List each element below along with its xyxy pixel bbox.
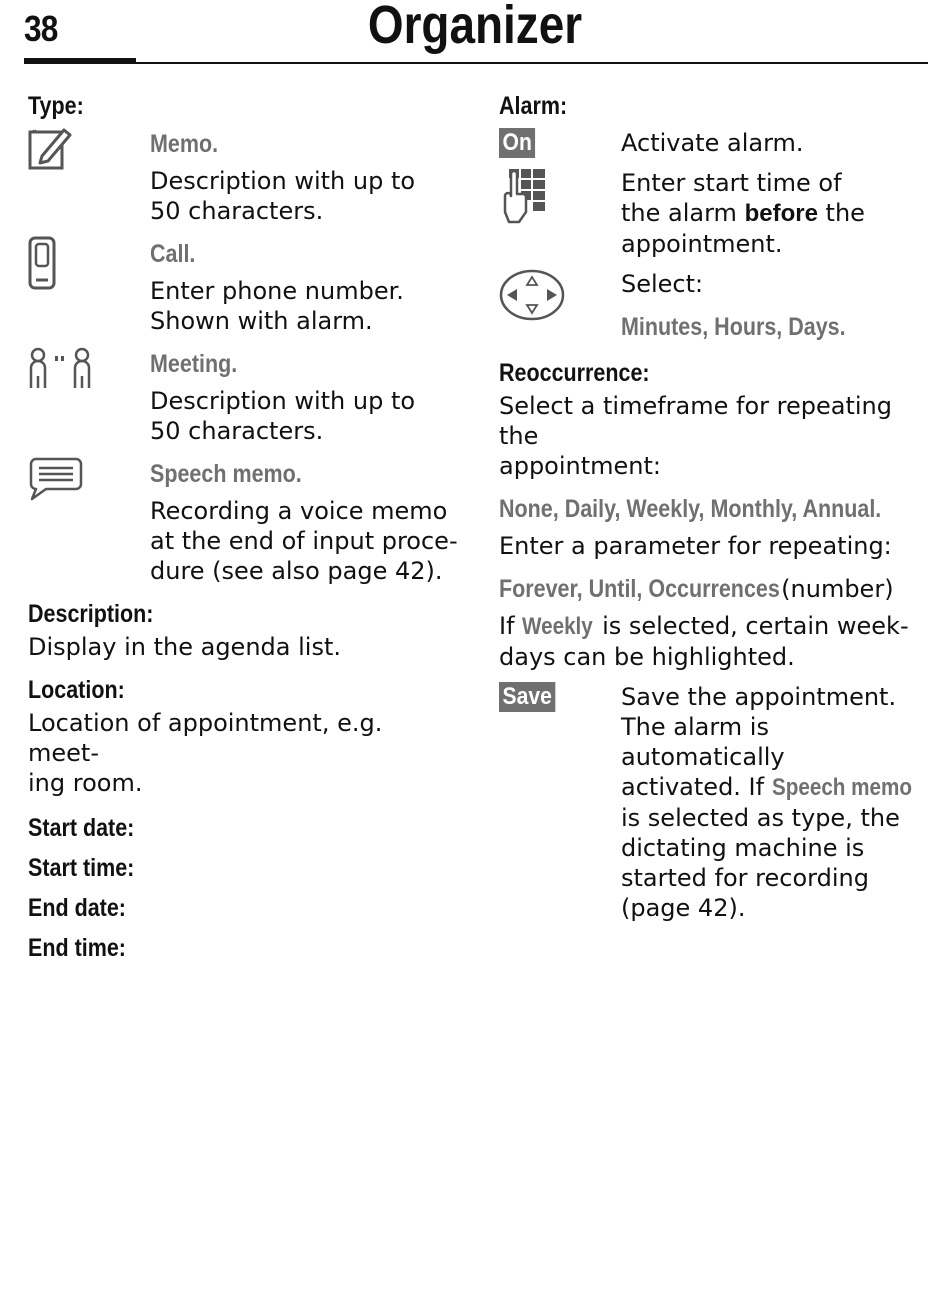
description-heading: Description: (28, 600, 154, 628)
memo-icon (28, 126, 72, 172)
parameter-text: Enter a parameter for repeating: (499, 532, 892, 560)
save-text-line (621, 772, 934, 803)
weekly-line: days can be highlighted. (499, 643, 795, 671)
type-desc-line: Description with up to (150, 167, 416, 195)
type-entry-meeting (28, 346, 458, 456)
start-date-heading: Start date: (28, 814, 135, 842)
type-desc-line: dure (see also page 42). (150, 557, 443, 585)
navigation-key-icon (499, 269, 565, 321)
weekly-text (499, 611, 929, 672)
reoccurrence-text (499, 391, 929, 481)
save-row (499, 682, 929, 923)
type-desc-line: Shown with alarm. (150, 307, 373, 335)
alarm-time-row (499, 168, 929, 269)
right-column (499, 88, 929, 923)
speech-memo-term: Speech memo (771, 774, 912, 801)
save-text-line: started for recording (621, 864, 869, 892)
text-fragment: If (499, 612, 523, 640)
save-text-line: is selected as type, the (621, 804, 900, 832)
reoccurrence-options: None, Daily, Weekly, Monthly, Annual. (499, 495, 882, 523)
alarm-heading: Alarm: (499, 92, 568, 120)
type-term-speech-memo: Speech memo. (150, 460, 302, 488)
type-term-meeting: Meeting. (150, 350, 238, 378)
page-title: Organizer (367, 0, 583, 55)
alarm-time-line: Enter start time of (621, 169, 842, 197)
text-fragment: the alarm (621, 199, 745, 227)
on-key[interactable]: On (499, 128, 535, 158)
text-fragment: is selected, certain week- (594, 612, 909, 640)
type-desc-line: 50 characters. (150, 417, 324, 445)
reoccurrence-text-line: Select a timeframe for repeating the (499, 392, 892, 450)
type-desc-line: Enter phone number. (150, 277, 404, 305)
type-desc-line: Recording a voice memo (150, 497, 448, 525)
select-text: Select: (621, 270, 704, 298)
meeting-icon (28, 346, 92, 390)
alarm-time-line (621, 198, 929, 229)
location-heading: Location: (28, 676, 125, 704)
type-entry-speech-memo (28, 456, 458, 596)
reoccurrence-heading: Reoccurrence: (499, 359, 650, 387)
weekly-term: Weekly (522, 613, 593, 640)
start-time-heading: Start time: (28, 854, 135, 882)
page-header (0, 0, 950, 70)
end-time-heading: End time: (28, 934, 126, 962)
save-text-line: Save the appointment. (621, 683, 897, 711)
end-date-heading: End date: (28, 894, 126, 922)
type-entry-memo (28, 126, 458, 236)
save-text-line: dictating machine is (621, 834, 865, 862)
text-fragment: activated. If (621, 773, 772, 801)
save-text-line: (page 42). (621, 894, 746, 922)
on-text: Activate alarm. (621, 129, 804, 157)
type-heading: Type: (28, 92, 84, 120)
parameter-options-line (499, 571, 929, 611)
weekly-line (499, 611, 929, 642)
call-icon (28, 236, 58, 292)
left-column (28, 88, 458, 968)
type-entry-call (28, 236, 458, 346)
type-term-memo: Memo. (150, 130, 219, 158)
alarm-time-line: appointment. (621, 230, 783, 258)
header-rule (24, 62, 928, 64)
type-desc-line: 50 characters. (150, 197, 324, 225)
type-desc-line: Description with up to (150, 387, 416, 415)
before-emphasis: before (744, 200, 818, 227)
alarm-time-text (621, 168, 929, 259)
save-key[interactable]: Save (499, 682, 555, 712)
type-term-call: Call. (150, 240, 196, 268)
alarm-unit-row (499, 269, 929, 349)
alarm-on-row (499, 128, 929, 168)
save-text (621, 682, 934, 923)
parameter-options: Forever, Until, Occurrences (499, 575, 780, 603)
location-text (28, 708, 458, 798)
description-text: Display in the agenda list. (28, 633, 341, 661)
location-text-line: Location of appointment, e.g. meet- (28, 709, 383, 767)
parameter-suffix: (number) (773, 575, 894, 603)
keypad-icon (499, 168, 551, 224)
location-text-line: ing room. (28, 769, 143, 797)
type-desc-line: at the end of input proce- (150, 527, 458, 555)
alarm-unit-options: Minutes, Hours, Days. (621, 313, 846, 341)
save-text-line: The alarm is automatically (621, 713, 785, 771)
reoccurrence-text-line: appointment: (499, 452, 661, 480)
speech-memo-icon (28, 456, 84, 502)
text-fragment: the (817, 199, 865, 227)
page-number: 38 (24, 8, 58, 49)
